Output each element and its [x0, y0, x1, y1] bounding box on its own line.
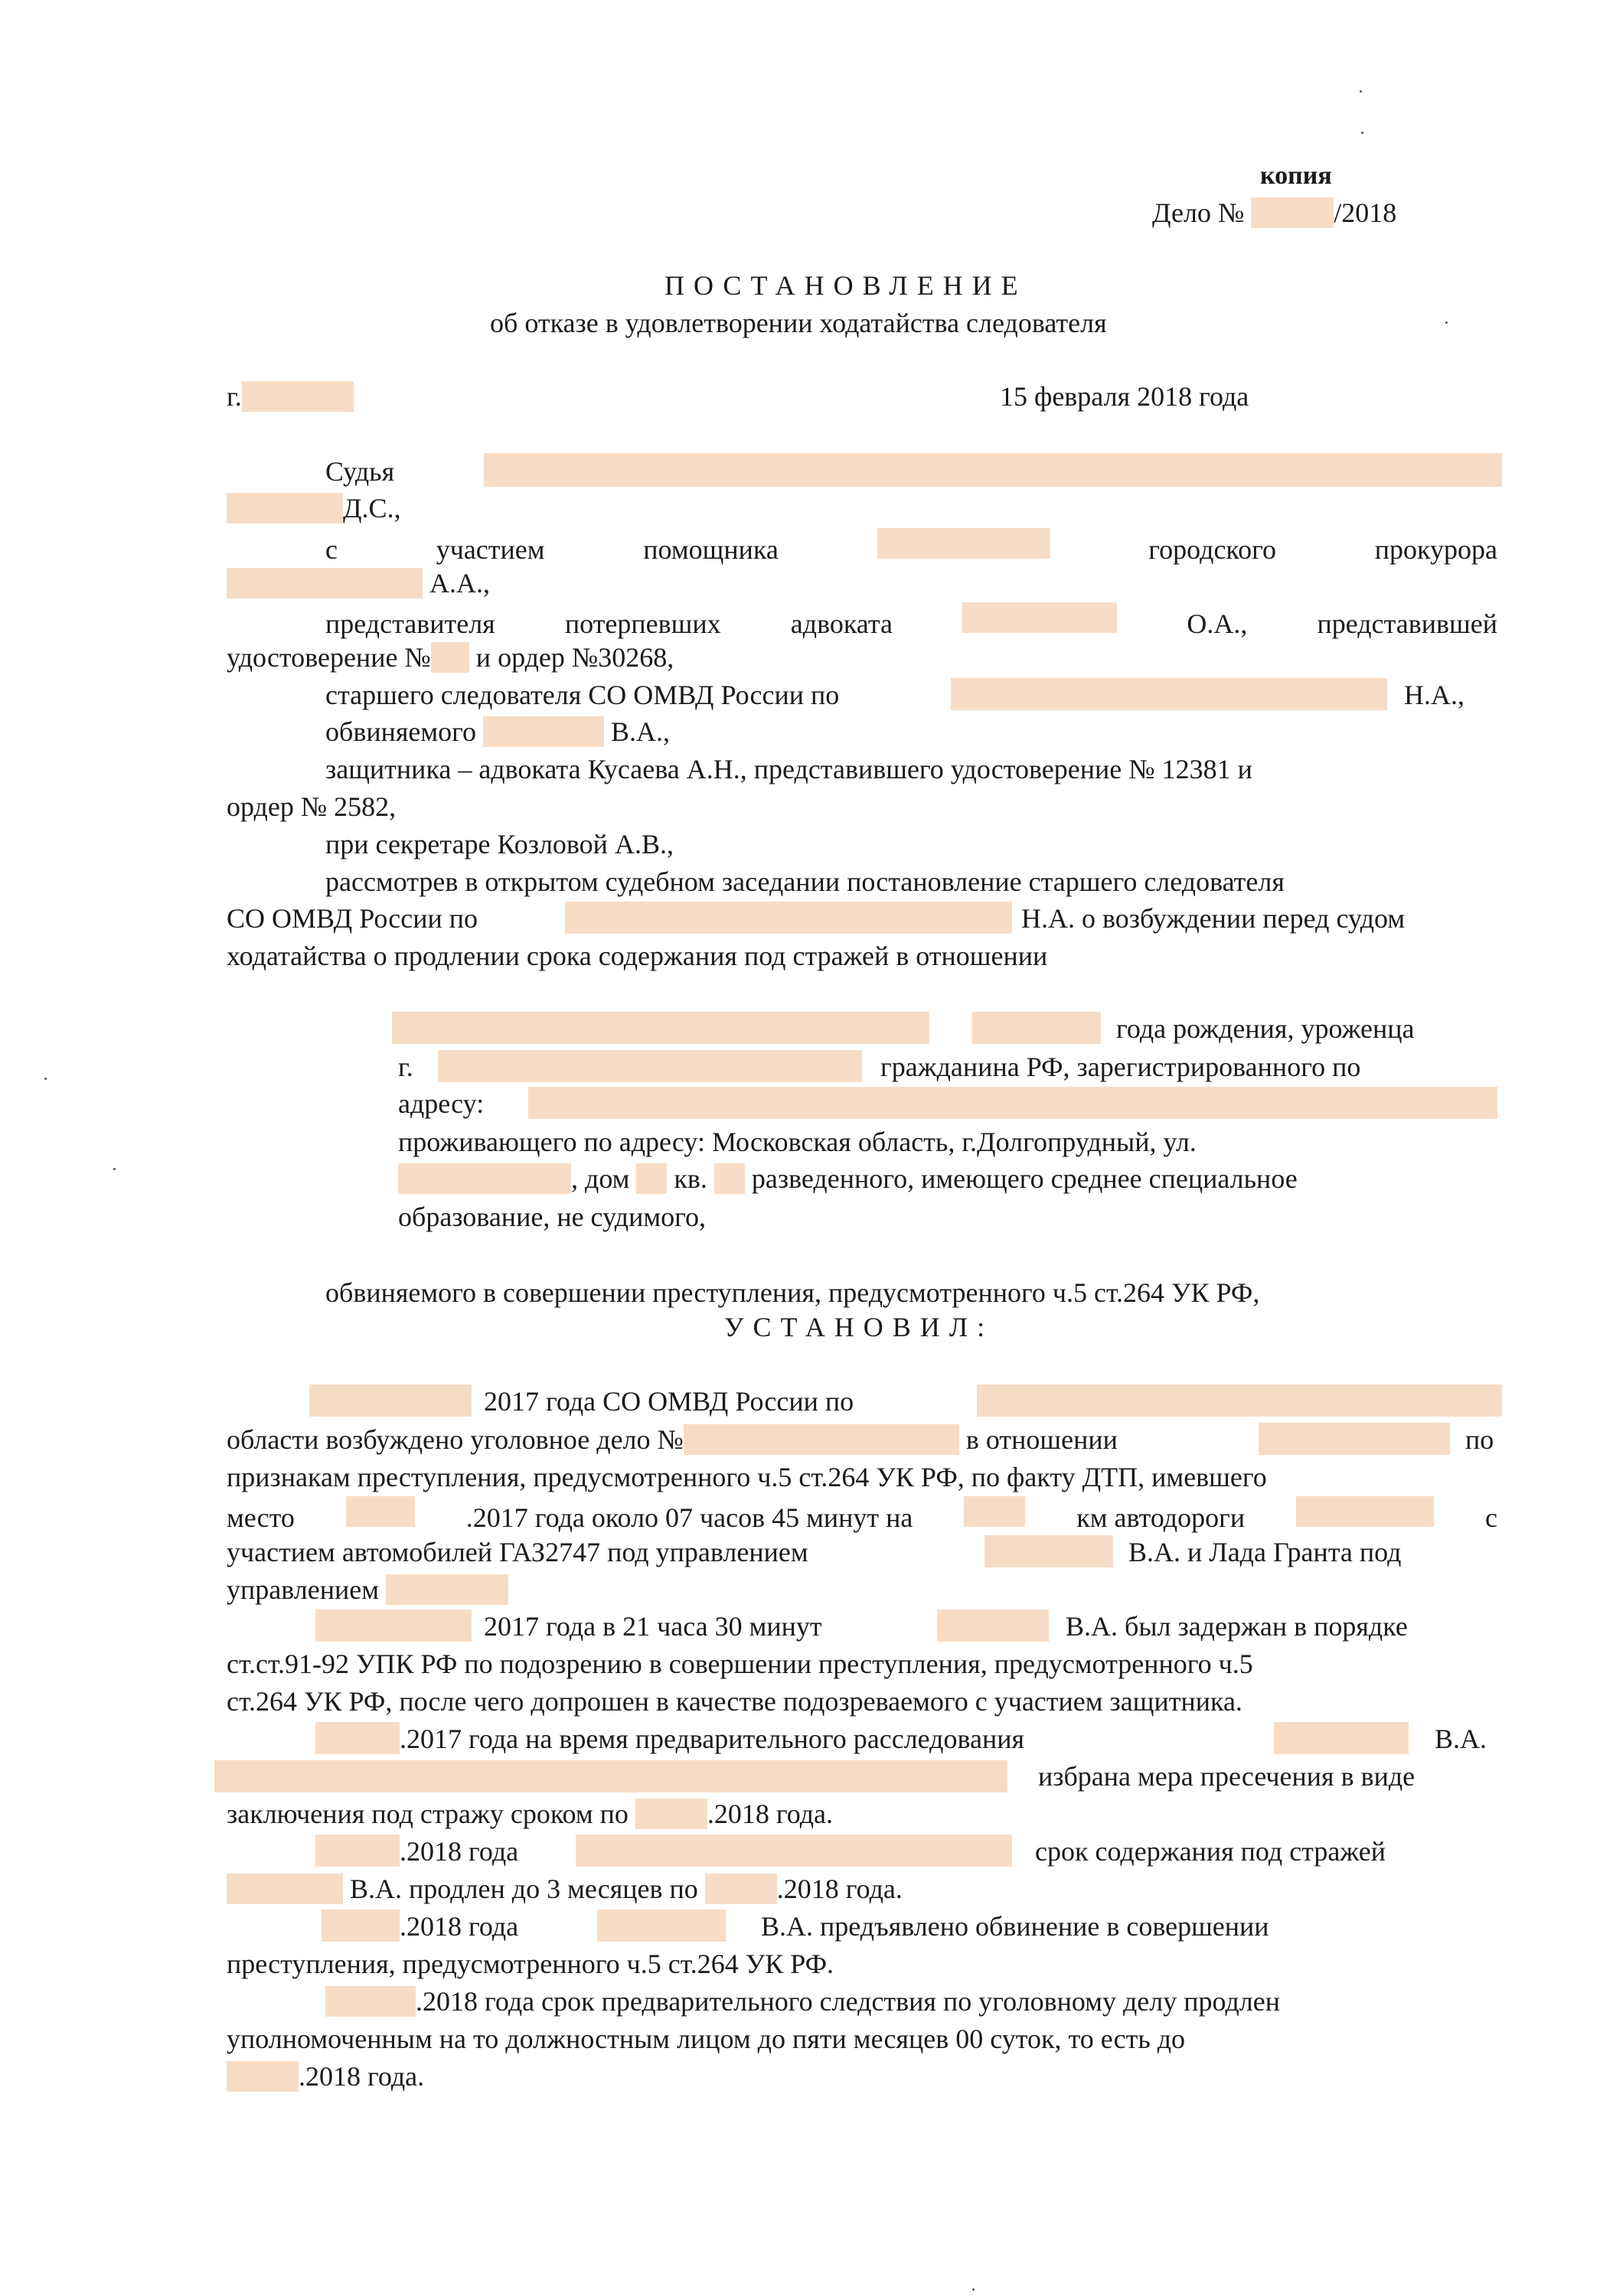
redacted-date — [227, 2061, 299, 2092]
document-subtitle: об отказе в удовлетворении ходатайства следователя — [490, 308, 1107, 338]
redacted-lawyer-name — [962, 602, 1117, 633]
text: В.А. продлен до 3 месяцев по — [350, 1874, 698, 1904]
redacted-date — [705, 1874, 777, 1904]
body-line-19 — [227, 2058, 424, 2095]
person-line-1-end: года рождения, уроженца — [1116, 1013, 1415, 1044]
text: старшего следователя СО ОМВД России по — [325, 680, 840, 710]
text: кв. — [674, 1163, 707, 1194]
redacted-judge-court — [484, 453, 1502, 487]
established-title: УСТАНОВИЛ: — [724, 1312, 994, 1342]
redacted-name — [227, 1874, 343, 1904]
charge-line: обвиняемого в совершении преступления, предусмотренного ч.5 ст.264 УК РФ, — [325, 1277, 1260, 1308]
scan-speck — [972, 2288, 975, 2291]
redacted-name — [1259, 1423, 1450, 1455]
word: участием — [436, 534, 545, 565]
text: .2018 года срок предварительного следствия по уголовному делу продлен — [416, 1986, 1280, 2017]
text: В.А., — [611, 716, 671, 747]
redacted-km — [964, 1496, 1025, 1527]
body-line-16: преступления, предусмотренного ч.5 ст.264 УК РФ. — [227, 1949, 834, 1979]
assistant-line — [325, 528, 1497, 568]
body-line-10-end: В.А. — [1435, 1724, 1487, 1754]
redacted-case-number — [1251, 197, 1334, 228]
text: удостоверение № — [227, 642, 431, 673]
redacted-flat — [714, 1163, 745, 1194]
word: представителя — [325, 608, 495, 639]
redacted-name — [1274, 1722, 1409, 1754]
word: потерпевших — [564, 608, 721, 639]
redacted-name — [937, 1609, 1049, 1642]
scan-speck — [1445, 321, 1448, 324]
text: области возбуждено уголовное дело № — [227, 1424, 684, 1455]
text: и ордер №30268, — [475, 642, 674, 673]
word: адвоката — [790, 608, 893, 639]
body-line-7-end: В.А. был задержан в порядке — [1066, 1611, 1408, 1642]
person-line-2-start: г. — [398, 1052, 413, 1082]
text: .2018 года. — [707, 1799, 834, 1829]
text: с — [1485, 1502, 1497, 1533]
person-line-2-end: гражданина РФ, зарегистрированного по — [880, 1052, 1361, 1082]
body-line-2 — [227, 1421, 1118, 1458]
redacted-driver — [984, 1535, 1113, 1567]
word: с — [325, 534, 338, 565]
assistant-name-line — [227, 565, 490, 602]
redacted-date — [325, 1986, 416, 2017]
body-line-9: ст.264 УК РФ, после чего допрошен в качестве подозреваемого с участием защитника. — [227, 1686, 1242, 1717]
text: место — [227, 1502, 295, 1533]
body-line-6 — [227, 1571, 508, 1608]
person-line-4: проживающего по адресу: Московская область, г.Долгопрудный, ул. — [398, 1127, 1197, 1157]
text: .2017 года около 07 часов 45 минут на — [465, 1502, 913, 1533]
body-line-7: 2017 года в 21 часа 30 минут — [484, 1611, 822, 1642]
representative-line-2 — [227, 639, 674, 676]
text: разведенного, имеющего среднее специальное — [751, 1163, 1298, 1194]
consider-line-1: рассмотрев в открытом судебном заседании постановление старшего следователя — [325, 866, 1285, 897]
body-line-5-end: В.А. и Лада Гранта под — [1128, 1537, 1402, 1567]
scan-speck — [44, 1078, 47, 1080]
investigator-line — [325, 677, 839, 713]
consider-line-2-end: Н.А. о возбуждении перед судом — [1021, 903, 1406, 934]
scan-speck — [1361, 132, 1363, 134]
body-line-14 — [227, 1870, 903, 1907]
secretary-line: при секретаре Козловой А.В., — [325, 829, 674, 859]
body-line-13-end: срок содержания под стражей — [1035, 1836, 1386, 1867]
redacted-driver-2 — [386, 1574, 508, 1605]
redacted-birthplace — [438, 1050, 862, 1082]
body-line-4 — [227, 1496, 1497, 1536]
case-prefix: Дело № — [1152, 197, 1245, 228]
redacted-certificate-number — [431, 642, 469, 673]
defender-line-2: ордер № 2582, — [227, 791, 397, 822]
text: .2018 года. — [776, 1874, 903, 1904]
text: СО ОМВД России по — [227, 903, 478, 934]
body-line-13: .2018 года — [400, 1836, 519, 1867]
body-line-2-end: по — [1465, 1424, 1494, 1455]
consider-line-2 — [227, 900, 478, 937]
redacted-road — [1296, 1496, 1434, 1527]
person-line-3-start: адресу: — [398, 1088, 485, 1119]
redacted-date — [315, 1722, 400, 1754]
defender-line: защитника – адвоката Кусаева А.Н., представившего удостоверение № 12381 и — [325, 754, 1252, 784]
scan-speck — [113, 1168, 116, 1170]
text: заключения под стражу сроком по — [227, 1799, 629, 1829]
case-suffix: /2018 — [1334, 197, 1397, 228]
text: управлением — [227, 1574, 380, 1605]
city-line — [227, 378, 354, 415]
redacted-investigator-2 — [565, 902, 1012, 934]
body-line-18: уполномоченным на то должностным лицом до пяти месяцев 00 суток, то есть до — [227, 2024, 1186, 2054]
body-line-15-end: В.А. предъявлено обвинение в совершении — [761, 1911, 1269, 1942]
redacted-date — [346, 1496, 415, 1527]
body-line-17 — [325, 1983, 1280, 2020]
body-line-3: признакам преступления, предусмотренного ч.5 ст.264 УК РФ, по факту ДТП, имевшего — [227, 1462, 1267, 1492]
redacted-date — [635, 1799, 707, 1829]
body-line-11: избрана мера пресечения в виде — [1038, 1761, 1415, 1792]
judge-initials: Д.С., — [343, 493, 401, 523]
body-line-5: участием автомобилей ГАЗ2747 под управлением — [227, 1537, 808, 1567]
person-line-5: , дом кв. разведенного, имеющего среднее специальное — [398, 1160, 1298, 1197]
city-prefix: г. — [227, 381, 242, 412]
scan-speck — [1360, 90, 1362, 93]
body-line-12 — [227, 1795, 833, 1832]
judge-label: Судья — [325, 456, 395, 487]
word: прокурора — [1374, 534, 1497, 565]
redacted-court — [576, 1835, 1012, 1867]
redacted-date — [322, 1910, 400, 1942]
case-number — [1152, 194, 1396, 231]
redacted-case-no — [684, 1424, 959, 1455]
assistant-initials: А.А., — [429, 568, 490, 598]
document-title: ПОСТАНОВЛЕНИЕ — [664, 270, 1027, 301]
word: О.А., — [1187, 608, 1248, 639]
redacted-court — [214, 1760, 1007, 1792]
representative-line — [325, 602, 1497, 642]
text: .2018 года. — [299, 2061, 425, 2092]
redacted-judge-name — [227, 493, 343, 523]
copy-label: копия — [1260, 161, 1332, 190]
text: км автодороги — [1076, 1502, 1246, 1533]
person-line-6: образование, не судимого, — [398, 1202, 707, 1232]
redacted-birth-date — [972, 1012, 1101, 1044]
redacted-registration-address — [528, 1087, 1497, 1119]
body-line-1: 2017 года СО ОМВД России по — [484, 1386, 854, 1417]
document-date: 15 февраля 2018 года — [1000, 381, 1249, 412]
redacted-investigator — [951, 678, 1387, 710]
consider-line-3: ходатайства о продлении срока содержания под стражей в отношении — [227, 941, 1048, 971]
body-line-15: .2018 года — [400, 1911, 519, 1942]
text: обвиняемого — [325, 716, 477, 747]
accused-line — [325, 713, 670, 750]
redacted-accused-name — [483, 716, 604, 747]
body-line-8: ст.ст.91-92 УПК РФ по подозрению в совершении преступления, предусмотренного ч.5 — [227, 1649, 1253, 1679]
word: помощника — [643, 534, 779, 565]
redacted-name — [597, 1910, 726, 1942]
investigator-initials: Н.А., — [1404, 680, 1464, 710]
redacted-street — [398, 1163, 571, 1194]
text: в отношении — [965, 1424, 1118, 1455]
word: городского — [1148, 534, 1276, 565]
redacted-date — [309, 1384, 472, 1417]
redacted-city — [242, 381, 354, 412]
body-line-10: .2017 года на время предварительного расследования — [400, 1724, 1025, 1754]
text: дом — [585, 1163, 630, 1194]
redacted-district — [977, 1384, 1502, 1417]
word: представившей — [1317, 608, 1497, 639]
redacted-date — [315, 1835, 400, 1867]
judge-name-line — [227, 490, 401, 527]
redacted-house — [636, 1163, 667, 1194]
redacted-date — [315, 1609, 472, 1642]
redacted-assistant-name — [227, 568, 423, 598]
redacted-city-name — [877, 528, 1050, 559]
redacted-person-name — [392, 1012, 929, 1044]
